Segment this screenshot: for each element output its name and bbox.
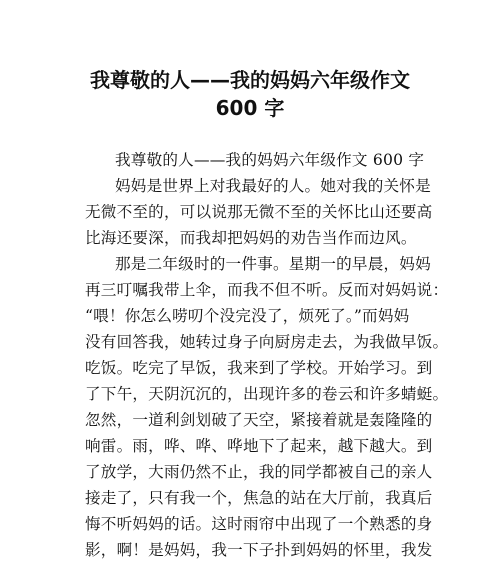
text-line: 了下午，天阴沉沉的，出现许多的卷云和许多蜻蜓。 (85, 385, 449, 403)
text-line: 我尊敬的人——我的妈妈六年级作文 600 字 (115, 151, 425, 169)
text-line: 影，啊！是妈妈，我一下子扑到妈妈的怀里，我发 (85, 541, 433, 559)
text-line: 再三叮嘱我带上伞，而我不但不听。反而对妈妈说： (85, 281, 449, 299)
text-line: 无微不至的，可以说那无微不至的关怀比山还要高 (85, 203, 433, 221)
text-line: 那是二年级时的一件事。星期一的早晨，妈妈 (115, 255, 431, 273)
text-line: 比海还要深，而我却把妈妈的劝告当作而边风。 (85, 229, 417, 247)
text-line: 了放学，大雨仍然不止，我的同学都被自己的亲人 (85, 463, 433, 481)
text-line: “喂！你怎么唠叨个没完没了，烦死了。”而妈妈 (85, 307, 410, 325)
text-line: 妈妈是世界上对我最好的人。她对我的关怀是 (115, 177, 431, 195)
document-title: 我尊敬的人——我的妈妈六年级作文 (90, 68, 410, 92)
text-line: 响雷。雨，哗、哗、哗地下了起来，越下越大。到 (85, 437, 433, 455)
article-body (85, 147, 449, 563)
text-line: 忽然，一道利剑划破了天空，紧接着就是轰隆隆的 (85, 411, 433, 429)
document-title-continued: 600 字 (215, 96, 285, 120)
text-line: 没有回答我，她转过身子向厨房走去，为我做早饭。 (85, 333, 449, 351)
text-line: 吃饭。吃完了早饭，我来到了学校。开始学习。到 (85, 359, 433, 377)
text-line: 接走了，只有我一个，焦急的站在大厅前，我真后 (85, 489, 433, 507)
text-line: 悔不听妈妈的话。这时雨帘中出现了一个熟悉的身 (85, 515, 433, 533)
